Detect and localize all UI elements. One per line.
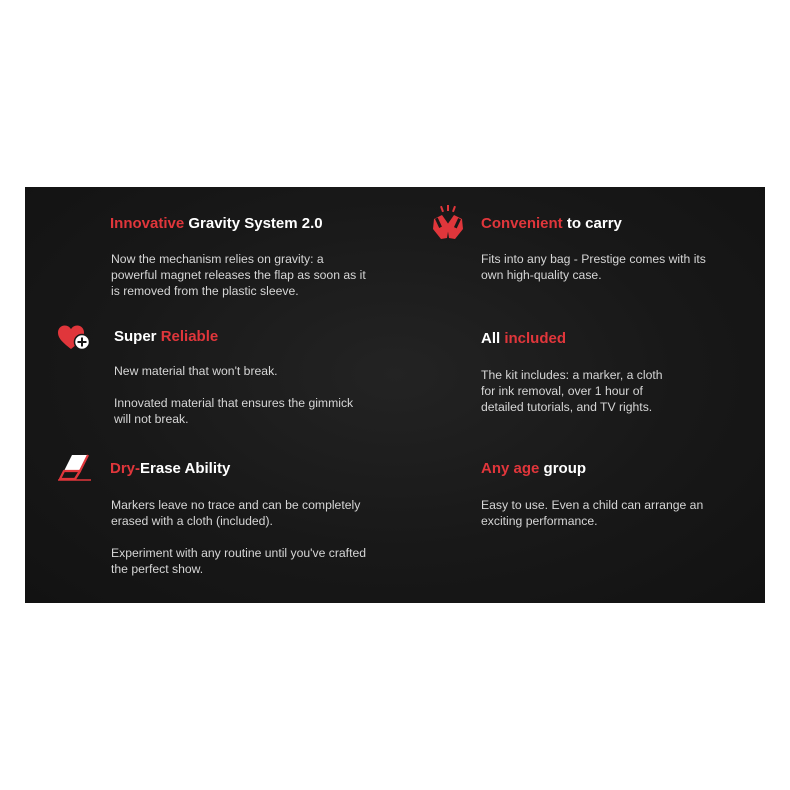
feature-title: Any age group [481,460,587,477]
feature-description: Easy to use. Even a child can arrange an exciting performance. [481,498,704,528]
feature-description: Markers leave no trace and can be completely erased with a cloth (included). Experiment with any routine until you've crafted the perfect show. [111,498,367,576]
feature-title: Convenient to carry [481,215,622,232]
feature-title: Innovative Gravity System 2.0 [110,215,323,232]
heart-plus-icon [58,325,92,358]
feature-description: Fits into any bag - Prestige comes with its own high-quality case. [481,252,706,282]
features-panel [25,187,765,603]
feature-description: New material that won't break. Innovated material that ensures the gimmick will not break. [114,364,354,426]
feature-description: Now the mechanism relies on gravity: a powerful magnet releases the flap as soon as it is removed from the plastic sleeve. [111,252,366,298]
eraser-icon [58,453,92,486]
feature-title: Super Reliable [114,328,219,345]
clapping-hands-icon [431,205,465,246]
feature-title: All included [481,330,567,347]
feature-title: Dry-Erase Ability [110,460,231,477]
feature-description: The kit includes: a marker, a cloth for ink removal, over 1 hour of detailed tutorials, and TV rights. [481,368,663,414]
